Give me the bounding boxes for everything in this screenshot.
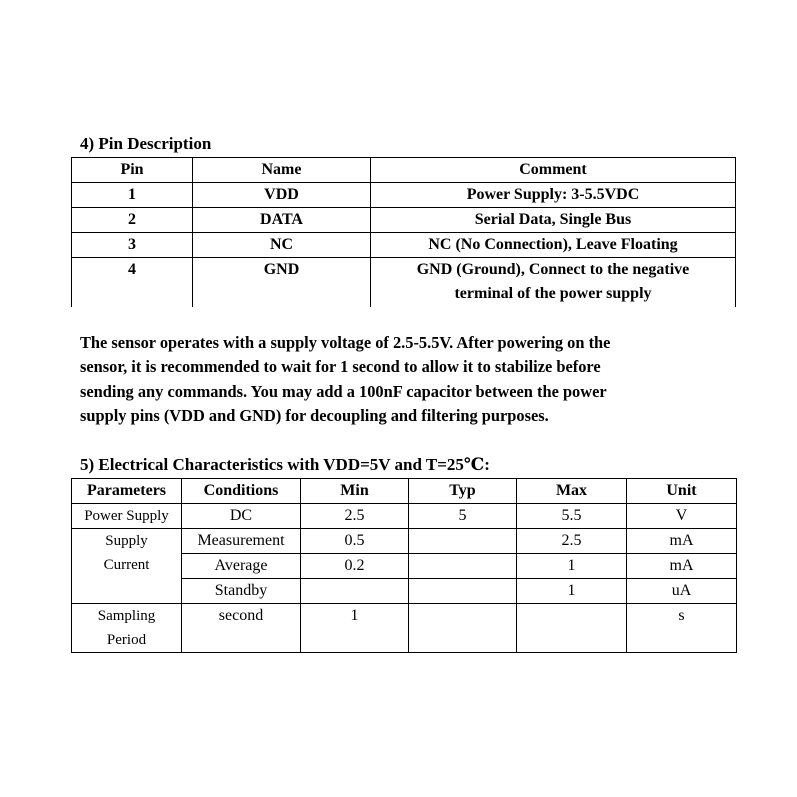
table-row (72, 208, 736, 233)
max-cell (517, 604, 627, 653)
max-cell: 2.5 (517, 529, 627, 554)
table-row (72, 258, 736, 307)
column-header-min: Min (301, 479, 409, 504)
table-row (72, 604, 737, 653)
param-line: Sampling (97, 608, 156, 624)
column-header-pin: Pin (72, 158, 193, 183)
pin-description-table (71, 157, 736, 307)
param-line: Period (106, 632, 147, 648)
paragraph-line: The sensor operates with a supply voltage of 2.5-5.5V. After powering on the (80, 333, 611, 352)
supply-voltage-paragraph (80, 331, 720, 429)
electrical-characteristics-heading: 5) Electrical Characteristics with VDD=5V and T=25℃: (80, 455, 490, 474)
pin-comment-line: terminal of the power supply (454, 285, 652, 302)
max-cell: 1 (517, 554, 627, 579)
pin-number: 1 (72, 183, 193, 208)
min-cell: 0.2 (301, 554, 409, 579)
min-cell: 2.5 (301, 504, 409, 529)
column-header-comment: Comment (371, 158, 736, 183)
unit-cell: mA (627, 529, 737, 554)
min-cell (301, 579, 409, 604)
condition-cell: DC (182, 504, 301, 529)
column-header-parameters: Parameters (72, 479, 182, 504)
typ-cell (409, 604, 517, 653)
column-header-typ: Typ (409, 479, 517, 504)
unit-cell: mA (627, 554, 737, 579)
min-cell: 0.5 (301, 529, 409, 554)
column-header-name: Name (193, 158, 371, 183)
typ-cell (409, 579, 517, 604)
pin-comment: Serial Data, Single Bus (371, 208, 736, 233)
column-header-conditions: Conditions (182, 479, 301, 504)
min-cell: 1 (301, 604, 409, 653)
pin-number: 4 (72, 258, 193, 307)
param-cell (72, 529, 182, 604)
pin-description-heading: 4) Pin Description (80, 134, 212, 153)
pin-comment: Power Supply: 3-5.5VDC (371, 183, 736, 208)
column-header-max: Max (517, 479, 627, 504)
unit-cell: uA (627, 579, 737, 604)
param-line: Supply (105, 533, 148, 549)
pin-name: NC (193, 233, 371, 258)
electrical-characteristics-table (71, 478, 737, 653)
pin-comment: NC (No Connection), Leave Floating (371, 233, 736, 258)
max-cell: 5.5 (517, 504, 627, 529)
typ-cell (409, 529, 517, 554)
table-row (72, 233, 736, 258)
table-row (72, 529, 737, 554)
param-cell: Power Supply (72, 504, 182, 529)
unit-cell: s (627, 604, 737, 653)
param-line: Current (103, 557, 150, 573)
typ-cell: 5 (409, 504, 517, 529)
paragraph-line: supply pins (VDD and GND) for decoupling and filtering purposes. (80, 406, 549, 426)
pin-comment-line: GND (Ground), Connect to the negative (416, 261, 690, 278)
column-header-unit: Unit (627, 479, 737, 504)
pin-number: 3 (72, 233, 193, 258)
table-row (72, 504, 737, 529)
max-cell: 1 (517, 579, 627, 604)
pin-comment (371, 258, 736, 307)
pin-number: 2 (72, 208, 193, 233)
typ-cell (409, 554, 517, 579)
paragraph-line: sending any commands. You may add a 100nF capacitor between the power (80, 381, 607, 401)
condition-cell: Measurement (182, 529, 301, 554)
table-header-row (72, 158, 736, 183)
paragraph-line: sensor, it is recommended to wait for 1 second to allow it to stabilize before (80, 357, 601, 377)
table-row (72, 183, 736, 208)
pin-name: DATA (193, 208, 371, 233)
pin-name: VDD (193, 183, 371, 208)
condition-cell: Average (182, 554, 301, 579)
param-cell (72, 604, 182, 653)
table-header-row (72, 479, 737, 504)
condition-cell: Standby (182, 579, 301, 604)
pin-name: GND (193, 258, 371, 307)
unit-cell: V (627, 504, 737, 529)
condition-cell: second (182, 604, 301, 653)
